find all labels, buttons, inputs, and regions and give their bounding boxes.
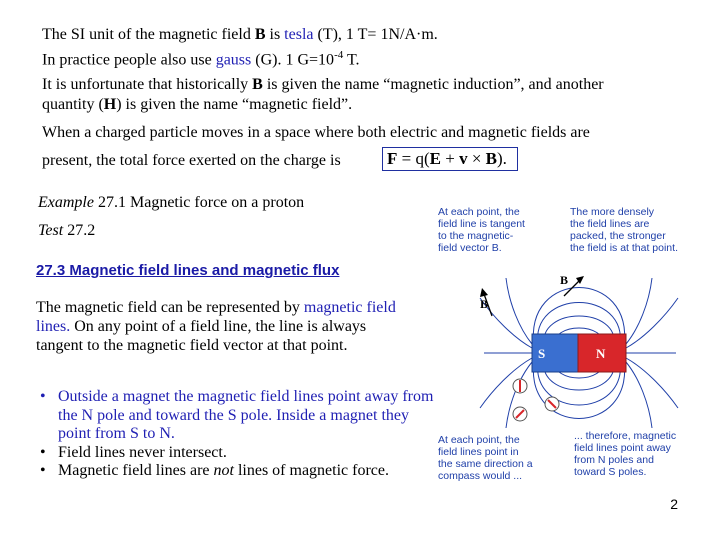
history-line-2 xyxy=(42,96,352,114)
south-label: S xyxy=(538,346,546,361)
gauss-term: gauss xyxy=(215,51,252,69)
bullet-text: Outside a magnet the magnetic field lines point away from the N pole and toward the S pole. Inside a magnet they point from S to N. xyxy=(58,388,434,442)
test-label: Test xyxy=(38,222,64,239)
si-unit-line xyxy=(42,26,438,44)
caption-line: At each point, the xyxy=(438,206,520,218)
lorentz-force-formula xyxy=(382,147,518,171)
text: × xyxy=(467,149,486,168)
text: The magnetic field can be represented by xyxy=(36,299,304,316)
symbol-B: B xyxy=(485,149,498,168)
caption-line: field line is tangent xyxy=(438,218,525,230)
text: On any point of a field line, the line is always tangent to the magnetic field vector at that point. xyxy=(36,318,367,354)
vector-B-left: B xyxy=(480,297,489,311)
compass-icon xyxy=(513,407,527,421)
caption-line: the same direction a xyxy=(438,458,533,470)
example-text: 27.1 Magnetic force on a proton xyxy=(93,194,305,211)
symbol-B: B xyxy=(252,76,263,93)
force-line-2: present, the total force exerted on the charge is xyxy=(42,152,341,169)
text: ) is given the name “magnetic field”. xyxy=(116,96,353,113)
caption-line: packed, the stronger xyxy=(570,230,666,242)
compass-icon xyxy=(545,397,559,411)
caption-line: the field lines are xyxy=(570,218,650,230)
text: In practice people also use xyxy=(42,51,216,69)
text: = q( xyxy=(397,149,430,168)
caption-line: from N poles and xyxy=(574,454,654,466)
force-line-1: When a charged particle moves in a space where both electric and magnetic fields are xyxy=(42,124,590,141)
text: The SI unit of the magnetic field xyxy=(42,26,255,43)
caption-line: field vector B. xyxy=(438,242,502,254)
bullet-text: Field lines never intersect. xyxy=(58,443,227,461)
gauss-line xyxy=(42,46,360,69)
north-label: N xyxy=(596,346,606,361)
symbol-v: v xyxy=(459,149,468,168)
caption-line: compass would ... xyxy=(438,470,523,482)
text: quantity ( xyxy=(42,96,104,113)
text: (G). 1 G=10 xyxy=(251,51,335,69)
caption-bottom-left xyxy=(438,434,533,482)
caption-line: field lines point in xyxy=(438,446,519,458)
field-lines-paragraph xyxy=(36,298,416,355)
caption-line: field lines point away xyxy=(574,442,671,454)
caption-line: to the magnetic- xyxy=(438,230,514,242)
example-line xyxy=(38,194,304,212)
symbol-F: F xyxy=(387,149,398,168)
example-label: Example xyxy=(38,194,94,211)
list-item xyxy=(36,388,436,444)
exponent: -4 xyxy=(334,49,344,61)
text: + xyxy=(440,149,460,168)
list-item xyxy=(36,462,436,481)
bullet-text: Magnetic field lines are xyxy=(58,462,214,479)
caption-line: The more densely xyxy=(570,206,655,218)
section-heading: 27.3 Magnetic field lines and magnetic flux xyxy=(36,262,340,279)
caption-line: At each point, the xyxy=(438,434,520,446)
list-item xyxy=(36,444,436,463)
test-text: 27.2 xyxy=(63,222,96,239)
tesla-term: tesla xyxy=(284,26,314,43)
compass-icon xyxy=(513,379,527,393)
caption-bottom-right xyxy=(574,430,676,478)
text: T. xyxy=(343,51,360,69)
text: ). xyxy=(497,149,507,168)
bullet-list xyxy=(36,388,436,481)
caption-line: toward S poles. xyxy=(574,466,647,478)
test-line xyxy=(38,222,95,240)
text: It is unfortunate that historically xyxy=(42,76,253,93)
history-line-1 xyxy=(42,76,604,94)
symbol-B: B xyxy=(254,26,266,43)
bullet-text: lines of magnetic force. xyxy=(233,462,389,479)
field-lines-term: magnetic field lines. xyxy=(36,299,396,335)
vector-B-top: B xyxy=(560,273,569,287)
magnet-field-figure xyxy=(434,198,696,498)
arrow-icon xyxy=(480,288,488,297)
symbol-E: E xyxy=(429,149,441,168)
page-number: 2 xyxy=(670,496,678,512)
text: (T), 1 T= 1N/A·m. xyxy=(313,26,438,43)
caption-line: ... therefore, magnetic xyxy=(574,430,677,442)
text: is xyxy=(265,26,285,43)
caption-line: the field is at that point. xyxy=(570,242,678,254)
emphasis: not xyxy=(213,462,234,479)
text: is given the name “magnetic induction”, and another xyxy=(262,76,604,93)
symbol-H: H xyxy=(103,96,117,113)
